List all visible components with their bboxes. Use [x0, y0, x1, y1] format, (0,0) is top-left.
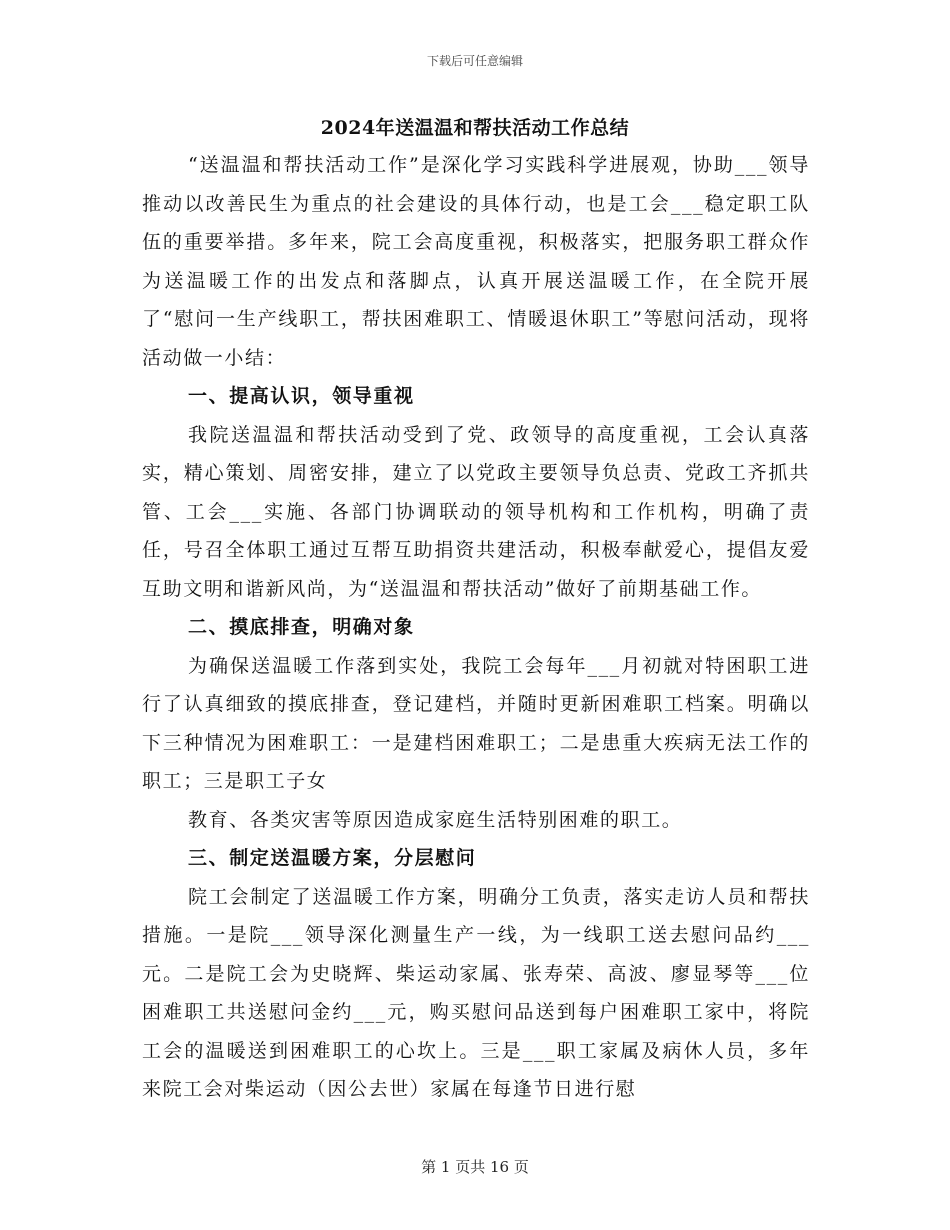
- paragraph-section-2: 为确保送温暖工作落到实处，我院工会每年___月初就对特困职工进行了认真细致的摸底排查，登记建档，并随时更新困难职工档案。明确以下三种情况为困难职工：一是建档困难职工；二是患重大疾病无法工作的职工；三是职工子女: [142, 654, 810, 792]
- section-heading-3: 三、制定送温暖方案，分层慰问: [188, 847, 477, 869]
- paragraph-section-1: 我院送温温和帮扶活动受到了党、政领导的高度重视，工会认真落实，精心策划、周密安排，建立了以党政主要领导负总责、党政工齐抓共管、工会___实施、各部门协调联动的领导机构和工作机构，明确了责任，号召全体职工通过互帮互助捐资共建活动，积极奉献爱心，提倡友爱互助文明和谐新风尚，为“送温温和帮扶活动”做好了前期基础工作。: [142, 423, 810, 600]
- paragraph-intro: “送温温和帮扶活动工作”是深化学习实践科学进展观，协助___领导推动以改善民生为重点的社会建设的具体行动，也是工会___稳定职工队伍的重要举措。多年来，院工会高度重视，积极落实，把服务职工群众作为送温暖工作的出发点和落脚点，认真开展送温暖工作，在全院开展了“慰问一生产线职工，帮扶困难职工、情暖退休职工”等慰问活动，现将活动做一小结：: [142, 154, 810, 369]
- header-note: 下载后可任意编辑: [426, 54, 523, 68]
- section-heading-2: 二、摸底排查，明确对象: [188, 616, 415, 638]
- paragraph-section-3: 院工会制定了送温暖工作方案，明确分工负责，落实走访人员和帮扶措施。一是院___领导深化测量生产一线，为一线职工送去慰问品约___元。二是院工会为史晓辉、柴运动家属、张寿荣、高波、廖显琴等___位困难职工共送慰问金约___元，购买慰问品送到每户困难职工家中，将院工会的温暖送到困难职工的心坎上。三是___职工家属及病休人员，多年来院工会对柴运动（因公去世）家属在每逢节日进行慰: [142, 885, 810, 1100]
- paragraph-section-2-continued: 教育、各类灾害等原因造成家庭生活特别困难的职工。: [188, 808, 683, 831]
- document-body: [142, 146, 810, 1109]
- section-heading-1: 一、提高认识，领导重视: [188, 385, 415, 407]
- page-footer: 第 1 页共 16 页: [421, 1158, 529, 1176]
- document-title: 2024年送温温和帮扶活动工作总结: [320, 117, 630, 139]
